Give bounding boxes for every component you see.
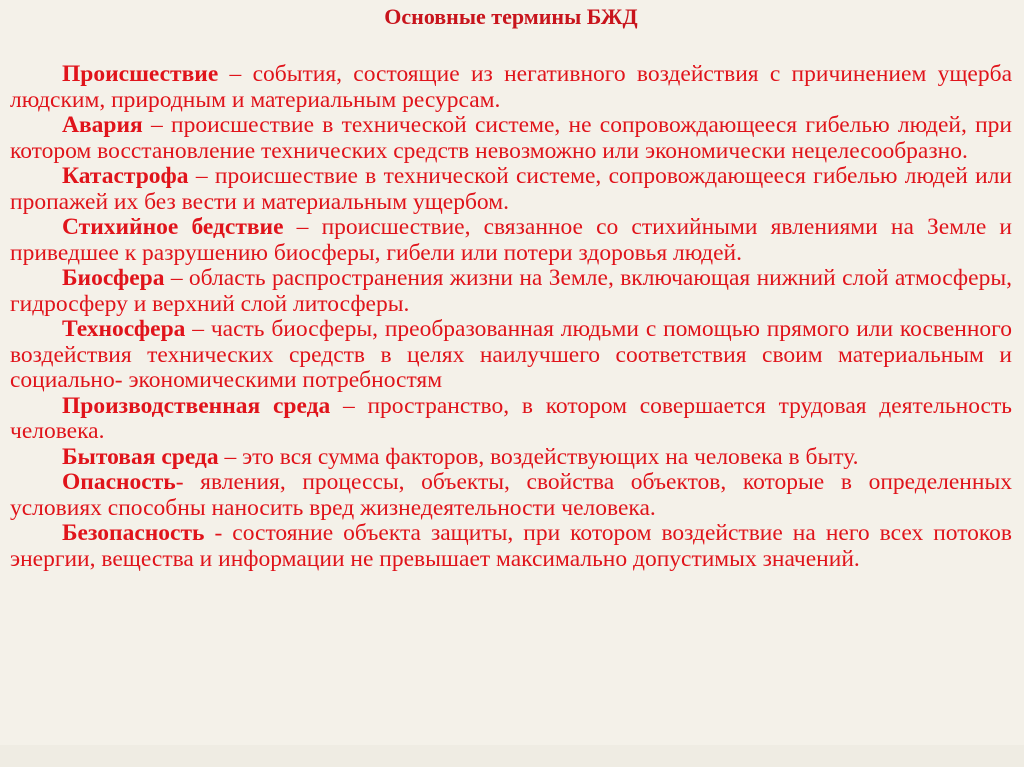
term-name: Стихийное бедствие — [62, 214, 284, 240]
term-name: Происшествие — [62, 61, 219, 87]
term-name: Авария — [62, 112, 143, 138]
term-catastrophe — [10, 164, 1012, 215]
term-definition: – пространство, в котором совершается трудовая деятельность человека. — [10, 392, 1012, 444]
term-name: Техносфера — [62, 316, 186, 342]
term-definition: – происшествие в технической системе, сопровождающееся гибелью людей или пропажей их без вести и материальным ущербом. — [10, 163, 1012, 215]
term-natural-disaster — [10, 215, 1012, 266]
term-definition: – это вся сумма факторов, воздействующих на человека в быту. — [218, 443, 859, 470]
bottom-band — [0, 745, 1024, 767]
term-accident — [10, 113, 1012, 164]
term-definition: - явления, процессы, объекты, свойства объектов, которые в определенных условиях способны наносить вред жизнедеятельности человека. — [10, 469, 1012, 521]
term-definition: – происшествие в технической системе, не сопровождающееся гибелью людей, при котором восстановление технических средств невозможно или экономически нецелесообразно. — [10, 112, 1012, 164]
term-name: Безопасность — [62, 520, 205, 546]
term-biosphere — [10, 266, 1012, 317]
term-definition: – область распространения жизни на Земле, включающая нижний слой атмосферы, гидросферу и верхний слой литосферы. — [10, 265, 1012, 317]
term-name: Опасность — [62, 469, 176, 495]
term-work-environment — [10, 394, 1012, 445]
term-technosphere — [10, 317, 1012, 394]
term-name: Производственная среда — [62, 392, 331, 419]
term-definition: – часть биосферы, преобразованная людьми с помощью прямого или косвенного воздействия технических средств в целях наилучшего соответствия своим материальным и социально- экономическими потребностям — [10, 316, 1012, 393]
term-safety — [10, 521, 1012, 572]
term-name: Бытовая среда — [62, 443, 219, 470]
term-name: Катастрофа — [62, 163, 189, 189]
term-incident — [10, 62, 1012, 113]
term-home-environment — [10, 445, 1012, 471]
term-danger — [10, 470, 1012, 521]
page-title: Основные термины БЖД — [384, 4, 638, 29]
term-definition: – события, состоящие из негативного воздействия с причинением ущерба людским, природным и материальным ресурсам. — [10, 61, 1012, 113]
term-definition: – происшествие, связанное со стихийными явлениями на Земле и приведшее к разрушению биосферы, гибели или потери здоровья людей. — [10, 214, 1012, 266]
term-definition: - состояние объекта защиты, при котором воздействие на него всех потоков энергии, вещества и информации не превышает максимально допустимых значений. — [10, 520, 1012, 572]
term-name: Биосфера — [62, 265, 165, 291]
